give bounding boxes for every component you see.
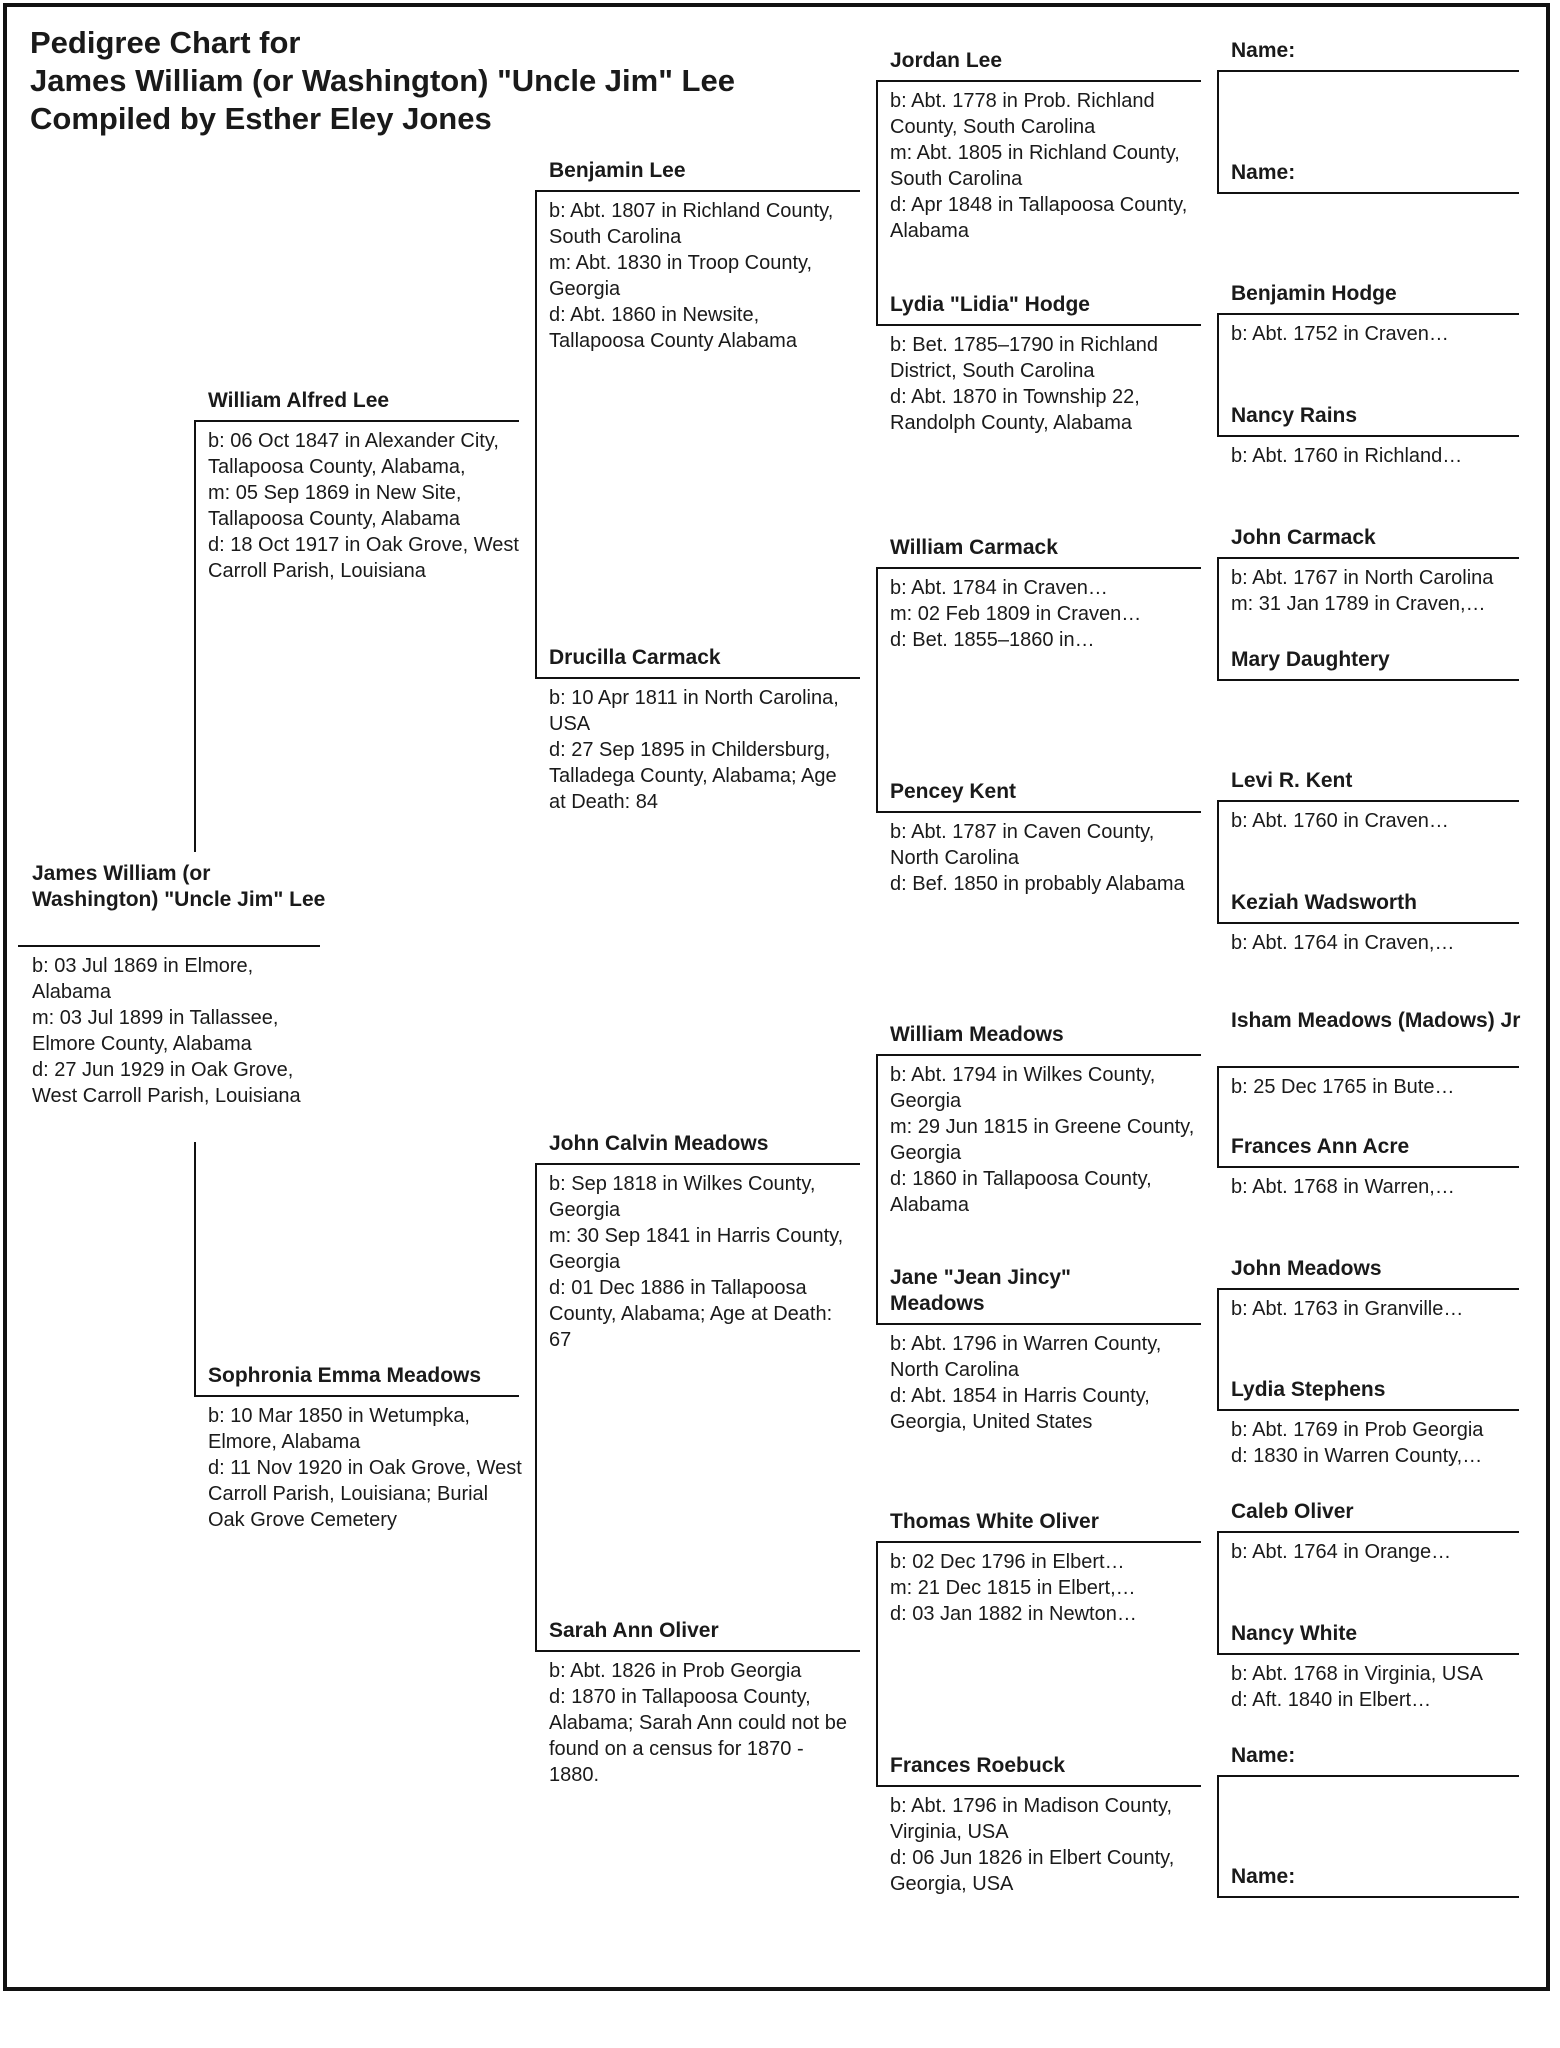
title-line-2: James William (or Washington) "Uncle Jim" Lee — [30, 63, 735, 98]
name-underline — [535, 1650, 860, 1652]
person-details — [890, 1549, 1200, 1627]
name-underline — [18, 945, 320, 947]
detail-line: d: Aft. 1840 in Elbert… — [1231, 1689, 1432, 1711]
name-underline — [1217, 679, 1519, 681]
person-name: Mary Daughtery — [1231, 648, 1390, 671]
detail-line: d: 06 Jun 1826 in Elbert County, Georgia, USA — [890, 1847, 1175, 1895]
detail-line: b: Abt. 1768 in Warren,… — [1231, 1176, 1455, 1198]
name-underline — [876, 80, 1201, 82]
person-name: Name: — [1231, 39, 1296, 62]
name-underline — [535, 1163, 860, 1165]
connector-line — [535, 1163, 537, 1395]
detail-line: m: 21 Dec 1815 in Elbert,… — [890, 1577, 1136, 1599]
detail-line: d: Abt. 1870 in Township 22, Randolph County, Alabama — [890, 386, 1140, 434]
connector-line — [1217, 313, 1219, 435]
detail-line: b: Abt. 1769 in Prob Georgia — [1231, 1419, 1484, 1441]
person-details — [32, 953, 332, 1109]
detail-line: d: Bef. 1850 in probably Alabama — [890, 873, 1185, 895]
detail-line: m: 29 Jun 1815 in Greene County, Georgia — [890, 1116, 1195, 1164]
detail-line: b: Abt. 1752 in Craven… — [1231, 323, 1449, 345]
detail-line: m: 02 Feb 1809 in Craven… — [890, 603, 1142, 625]
person-details — [1231, 808, 1541, 834]
person-name: Drucilla Carmack — [549, 646, 721, 669]
detail-line: m: 05 Sep 1869 in New Site, Tallapoosa County, Alabama — [208, 482, 462, 530]
connector-line — [194, 420, 196, 852]
person-details — [208, 428, 528, 584]
person-name: Name: — [1231, 161, 1296, 184]
name-underline — [876, 324, 1201, 326]
detail-line: b: Abt. 1787 in Caven County, North Carolina — [890, 821, 1155, 869]
person-name: Caleb Oliver — [1231, 1500, 1354, 1523]
name-underline — [1217, 1409, 1519, 1411]
person-name: Sophronia Emma Meadows — [208, 1364, 482, 1387]
connector-line — [535, 1395, 537, 1650]
person-name: Lydia "Lidia" Hodge — [890, 293, 1090, 316]
connector-line — [1217, 557, 1219, 679]
person-name: Isham Meadows (Madows) Jr — [1231, 1009, 1521, 1032]
person-details — [549, 198, 849, 354]
name-underline — [1217, 70, 1519, 72]
person-details — [890, 575, 1200, 653]
detail-line: d: 01 Dec 1886 in Tallapoosa County, Alabama; Age at Death: 67 — [549, 1277, 833, 1351]
person-details — [1231, 1539, 1541, 1565]
person-details — [549, 1171, 849, 1353]
connector-line — [1217, 70, 1219, 192]
name-underline — [1217, 192, 1519, 194]
detail-line: d: 11 Nov 1920 in Oak Grove, West Carroll Parish, Louisiana; Burial Oak Grove Cemetery — [208, 1457, 522, 1531]
name-underline — [1217, 1288, 1519, 1290]
detail-line: b: Abt. 1760 in Craven… — [1231, 810, 1449, 832]
person-name: Frances Roebuck — [890, 1754, 1066, 1777]
name-underline — [876, 1785, 1201, 1787]
person-details — [890, 88, 1200, 244]
detail-line: b: Abt. 1796 in Madison County, Virginia, USA — [890, 1795, 1173, 1843]
person-name: Lydia Stephens — [1231, 1378, 1386, 1401]
person-name: William Alfred Lee — [208, 389, 390, 412]
detail-line: b: Abt. 1768 in Virginia, USA — [1231, 1663, 1484, 1685]
person-name: Nancy White — [1231, 1622, 1358, 1645]
detail-line: b: Abt. 1767 in North Carolina — [1231, 567, 1494, 589]
connector-line — [535, 420, 537, 677]
detail-line: d: 1830 in Warren County,… — [1231, 1445, 1483, 1467]
detail-line: b: Sep 1818 in Wilkes County, Georgia — [549, 1173, 816, 1221]
name-underline — [1217, 557, 1519, 559]
detail-line: d: 18 Oct 1917 in Oak Grove, West Carroll Parish, Louisiana — [208, 534, 519, 582]
connector-line — [1217, 1775, 1219, 1896]
person-name: James William (or Washington) "Uncle Jim" Lee — [32, 862, 326, 911]
person-details — [1231, 443, 1541, 469]
name-underline — [876, 811, 1201, 813]
name-underline — [876, 1054, 1201, 1056]
person-name: Nancy Rains — [1231, 404, 1358, 427]
person-name: Pencey Kent — [890, 780, 1017, 803]
detail-line: m: 31 Jan 1789 in Craven,… — [1231, 593, 1486, 615]
person-name: Name: — [1231, 1865, 1296, 1888]
person-name: Benjamin Lee — [549, 159, 686, 182]
detail-line: m: 30 Sep 1841 in Harris County, Georgia — [549, 1225, 844, 1273]
connector-line — [876, 1054, 878, 1323]
detail-line: b: Abt. 1794 in Wilkes County, Georgia — [890, 1064, 1156, 1112]
detail-line: d: 1860 in Tallapoosa County, Alabama — [890, 1168, 1152, 1216]
detail-line: b: Abt. 1796 in Warren County, North Carolina — [890, 1333, 1162, 1381]
person-details — [1231, 565, 1541, 617]
detail-line: d: 03 Jan 1882 in Newton… — [890, 1603, 1137, 1625]
detail-line: b: Abt. 1760 in Richland… — [1231, 445, 1463, 467]
detail-line: d: 27 Jun 1929 in Oak Grove, West Carroll Parish, Louisiana — [32, 1059, 301, 1107]
detail-line: d: Bet. 1855–1860 in… — [890, 629, 1095, 651]
detail-line: d: 1870 in Tallapoosa County, Alabama; Sarah Ann could not be found on a census for 1870 - 1880. — [549, 1686, 847, 1786]
detail-line: b: Abt. 1764 in Orange… — [1231, 1541, 1452, 1563]
person-name: Levi R. Kent — [1231, 769, 1353, 792]
detail-line: d: Apr 1848 in Tallapoosa County, Alabama — [890, 194, 1188, 242]
name-underline — [1217, 1066, 1519, 1068]
detail-line: b: Bet. 1785–1790 in Richland District, South Carolina — [890, 334, 1158, 382]
detail-line: b: Abt. 1784 in Craven… — [890, 577, 1108, 599]
person-details — [1231, 1074, 1541, 1100]
person-name: John Carmack — [1231, 526, 1376, 549]
person-details — [549, 685, 849, 815]
person-details — [890, 819, 1200, 897]
name-underline — [1217, 1775, 1519, 1777]
name-underline — [1217, 313, 1519, 315]
person-name: Jordan Lee — [890, 49, 1003, 72]
name-underline — [535, 190, 860, 192]
connector-line — [1217, 1288, 1219, 1409]
chart-title — [30, 24, 735, 138]
person-details — [1231, 930, 1541, 956]
person-details — [1231, 1417, 1541, 1469]
detail-line: d: 27 Sep 1895 in Childersburg, Talladega County, Alabama; Age at Death: 84 — [549, 739, 837, 813]
person-details — [549, 1658, 849, 1788]
person-details — [1231, 1661, 1541, 1713]
person-name: Sarah Ann Oliver — [549, 1619, 719, 1642]
name-underline — [535, 677, 860, 679]
name-underline — [194, 1395, 519, 1397]
name-underline — [1217, 1653, 1519, 1655]
connector-line — [535, 190, 537, 420]
connector-line — [876, 80, 878, 324]
person-name: Jane "Jean Jincy" Meadows — [890, 1266, 1072, 1315]
person-name: William Carmack — [890, 536, 1058, 559]
name-underline — [1217, 922, 1519, 924]
detail-line: m: 03 Jul 1899 in Tallassee, Elmore County, Alabama — [32, 1007, 279, 1055]
person-name: John Calvin Meadows — [549, 1132, 769, 1155]
connector-line — [1217, 800, 1219, 922]
connector-line — [194, 1142, 196, 1395]
detail-line: b: Abt. 1807 in Richland County, South Carolina — [549, 200, 834, 248]
detail-line: b: 06 Oct 1847 in Alexander City, Tallapoosa County, Alabama, — [208, 430, 499, 478]
person-name: Frances Ann Acre — [1231, 1135, 1410, 1158]
detail-line: b: 10 Mar 1850 in Wetumpka, Elmore, Alabama — [208, 1405, 470, 1453]
person-name: Benjamin Hodge — [1231, 282, 1397, 305]
person-details — [890, 1062, 1200, 1218]
person-name: John Meadows — [1231, 1257, 1382, 1280]
detail-line: m: Abt. 1830 in Troop County, Georgia — [549, 252, 813, 300]
detail-line: b: 10 Apr 1811 in North Carolina, USA — [549, 687, 839, 735]
name-underline — [1217, 1531, 1519, 1533]
detail-line: b: Abt. 1778 in Prob. Richland County, South Carolina — [890, 90, 1155, 138]
connector-line — [1217, 1066, 1219, 1166]
person-details — [890, 1331, 1200, 1435]
person-name: Keziah Wadsworth — [1231, 891, 1417, 914]
detail-line: m: Abt. 1805 in Richland County, South Carolina — [890, 142, 1180, 190]
detail-line: d: Abt. 1860 in Newsite, Tallapoosa County Alabama — [549, 304, 797, 352]
person-name: William Meadows — [890, 1023, 1064, 1046]
detail-line: b: 02 Dec 1796 in Elbert… — [890, 1551, 1125, 1573]
title-line-1: Pedigree Chart for — [30, 25, 301, 60]
name-underline — [1217, 800, 1519, 802]
name-underline — [1217, 435, 1519, 437]
connector-line — [1217, 1531, 1219, 1653]
name-underline — [876, 1541, 1201, 1543]
person-name: Thomas White Oliver — [890, 1510, 1099, 1533]
name-underline — [876, 1323, 1201, 1325]
person-details — [1231, 1296, 1541, 1322]
detail-line: b: 03 Jul 1869 in Elmore, Alabama — [32, 955, 254, 1003]
name-underline — [1217, 1166, 1519, 1168]
person-name: Name: — [1231, 1744, 1296, 1767]
detail-line: d: Abt. 1854 in Harris County, Georgia, United States — [890, 1385, 1150, 1433]
person-details — [1231, 321, 1541, 347]
connector-line — [876, 1541, 878, 1785]
name-underline — [1217, 1896, 1519, 1898]
name-underline — [194, 420, 519, 422]
name-underline — [876, 567, 1201, 569]
connector-line — [876, 567, 878, 811]
person-details — [208, 1403, 528, 1533]
person-details — [1231, 1174, 1541, 1200]
detail-line: b: Abt. 1763 in Granville… — [1231, 1298, 1464, 1320]
detail-line: b: Abt. 1764 in Craven,… — [1231, 932, 1455, 954]
detail-line: b: Abt. 1826 in Prob Georgia — [549, 1660, 802, 1682]
detail-line: b: 25 Dec 1765 in Bute… — [1231, 1076, 1455, 1098]
person-details — [890, 332, 1200, 436]
title-line-3: Compiled by Esther Eley Jones — [30, 101, 492, 136]
person-details — [890, 1793, 1200, 1897]
